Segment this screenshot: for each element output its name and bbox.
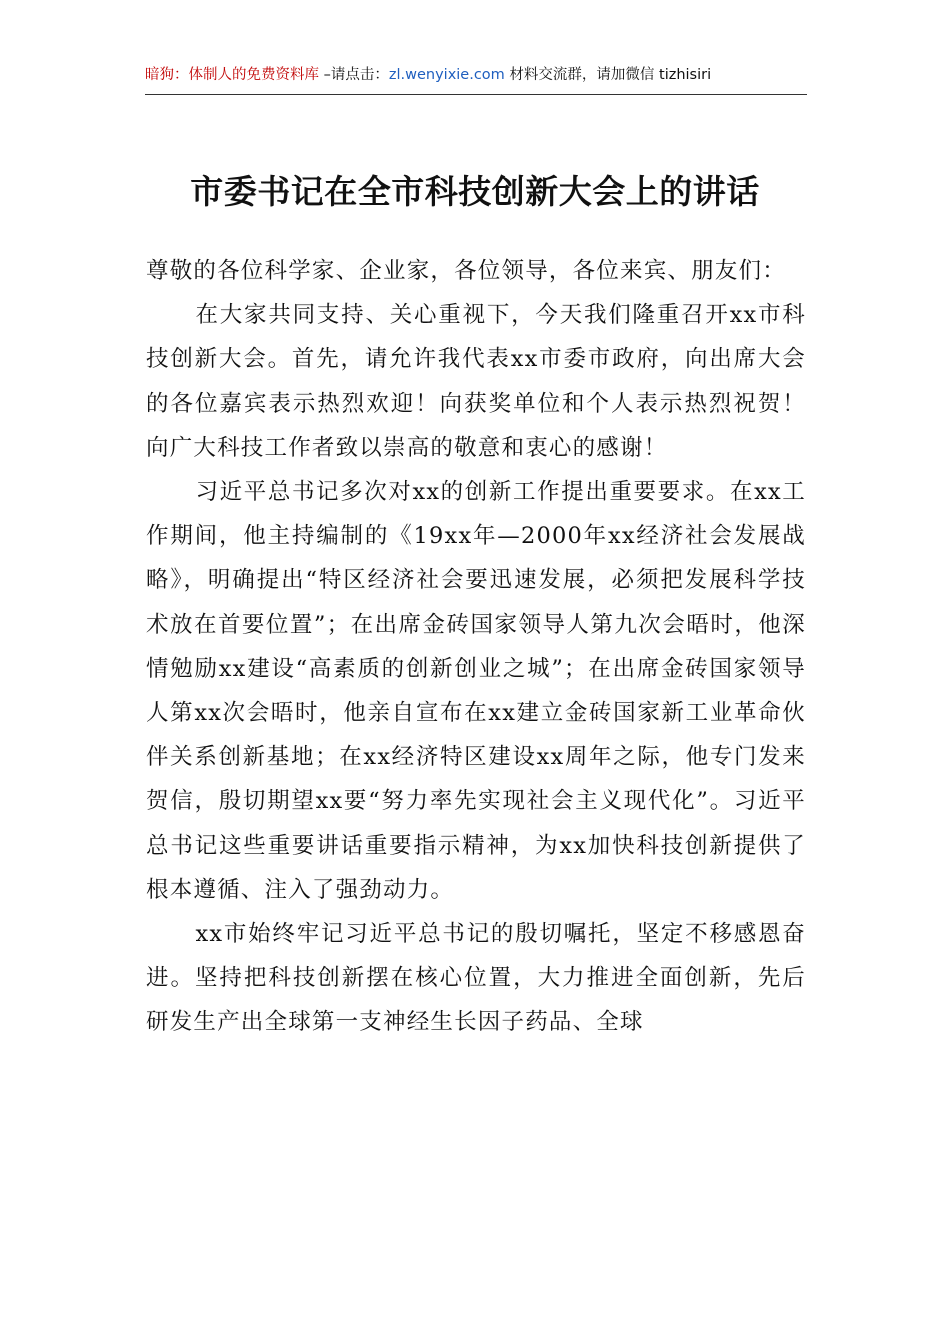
header-brand-text: 暗狗：体制人的免费资料库 <box>145 67 319 83</box>
page-header <box>145 60 807 95</box>
paragraph: xx市始终牢记习近平总书记的殷切嘱托，坚定不移感恩奋进。坚持把科技创新摆在核心位置，大力推进全面创新，先后研发生产出全球第一支神经生长因子药品、全球 <box>146 921 806 1036</box>
header-click-prompt: –请点击： <box>319 67 389 83</box>
paragraph: 在大家共同支持、关心重视下，今天我们隆重召开xx市科技创新大会。首先，请允许我代表xx市委市政府，向出席大会的各位嘉宾表示热烈欢迎！向获奖单位和个人表示热烈祝贺！向广大科技工作者致以崇高的敬意和衷心的感谢！ <box>146 302 806 461</box>
header-wechat-text: 材料交流群，请加微信 tizhisiri <box>504 67 712 83</box>
document-title: 市委书记在全市科技创新大会上的讲话 <box>190 172 760 211</box>
header-site-link[interactable]: zl.wenyixie.com <box>388 67 505 83</box>
salutation: 尊敬的各位科学家、企业家，各位领导，各位来宾、朋友们： <box>146 258 786 284</box>
paragraph: 习近平总书记多次对xx的创新工作提出重要要求。在xx工作期间，他主持编制的《19xx年—2000年xx经济社会发展战略》，明确提出“特区经济社会要迅速发展，必须把发展科学技术放在首要位置”；在出席金砖国家领导人第九次会晤时，他深情勉励xx建设“高素质的创新创业之城”；在出席金砖国家领导人第xx次会晤时，他亲自宣布在xx建立金砖国家新工业革命伙伴关系创新基地；在xx经济特区建设xx周年之际，他专门发来贺信，殷切期望xx要“努力率先实现社会主义现代化”。习近平总书记这些重要讲话重要指示精神，为xx加快科技创新提供了根本遵循、注入了强劲动力。 <box>146 479 806 903</box>
document-body <box>146 249 806 1045</box>
